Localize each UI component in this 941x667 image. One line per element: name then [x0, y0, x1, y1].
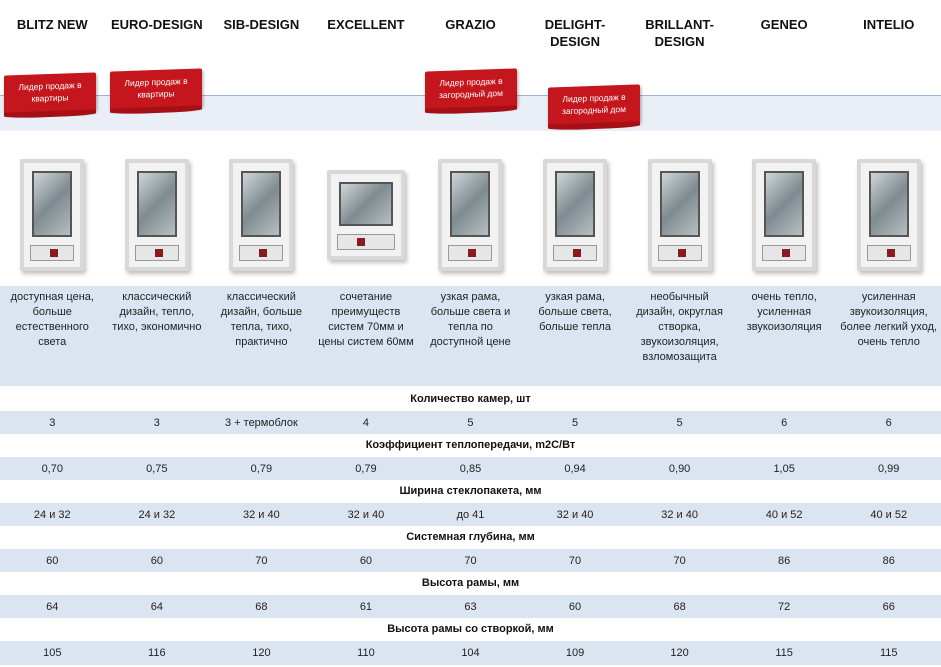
table-cell: 68: [255, 601, 268, 613]
table-cell: 32 и 40: [243, 509, 280, 521]
product-name: BRILLANT-DESIGN: [645, 17, 714, 49]
bestseller-badge: Лидер продаж в загородный дом: [548, 84, 640, 125]
table-cell: 61: [359, 601, 373, 613]
table-cell: 3: [49, 417, 56, 429]
table-cell: 72: [778, 601, 791, 613]
product-description: очень тепло, усиленная звукоизоляция: [746, 291, 822, 333]
table-cell: 32 и 40: [347, 509, 385, 521]
table-cell: 60: [568, 601, 582, 613]
description-row: [0, 286, 941, 386]
table-cell: 0,79: [250, 463, 273, 475]
table-cell: 5: [676, 417, 683, 429]
window-profile-image: [543, 159, 607, 271]
window-images-row: [0, 150, 941, 280]
table-cell: 6: [781, 417, 788, 429]
product-description: узкая рама, больше света и тепла по доступной цене: [430, 291, 511, 348]
window-profile-image: [438, 159, 502, 271]
table-cell: 32 и 40: [556, 509, 594, 521]
table-cell: 63: [464, 601, 477, 613]
product-name: EXCELLENT: [327, 17, 405, 32]
table-cell: 0,94: [564, 463, 586, 475]
table-cell: 70: [464, 555, 477, 567]
window-profile-image: [327, 170, 405, 260]
table-cell: 70: [255, 555, 268, 567]
section-heading-chambers: Количество камер, шт: [0, 388, 941, 411]
section-heading-frame-height: Высота рамы, мм: [0, 572, 941, 595]
table-cell: 64: [46, 601, 59, 613]
values-row-glass-width: [0, 503, 941, 527]
product-name: GENEO: [760, 17, 808, 32]
table-cell: 40 и 52: [765, 509, 803, 521]
table-cell: до 41: [456, 509, 485, 521]
product-name: EURO-DESIGN: [110, 17, 203, 32]
section-heading-frame-sash-height: Высота рамы со створкой, мм: [0, 618, 941, 641]
table-cell: 60: [46, 555, 59, 567]
values-row-frame-height: [0, 595, 941, 619]
product-name: GRAZIO: [445, 17, 496, 32]
product-description: необычный дизайн, округлая створка, звукоизоляция, взломозащита: [636, 291, 723, 363]
table-cell: 104: [461, 647, 480, 659]
table-cell: 6: [885, 417, 892, 429]
product-name: DELIGHT-DESIGN: [544, 17, 606, 49]
table-cell: 0,90: [668, 463, 691, 475]
table-cell: 86: [778, 555, 791, 567]
product-name: INTELIO: [863, 17, 915, 32]
window-profile-image: [857, 159, 921, 271]
table-cell: 116: [148, 647, 166, 659]
table-cell: 24 и 32: [33, 509, 71, 521]
table-cell: 40 и 52: [870, 509, 908, 521]
table-cell: 70: [673, 555, 686, 567]
table-cell: 1,05: [773, 463, 795, 475]
table-cell: 120: [252, 647, 271, 659]
window-profile-image: [648, 159, 712, 271]
table-cell: 70: [568, 555, 582, 567]
table-cell: 64: [150, 601, 163, 613]
values-row-heat-transfer: [0, 457, 941, 481]
table-cell: 0,75: [146, 463, 168, 475]
values-row-system-depth: [0, 549, 941, 573]
product-description: узкая рама, больше света, больше тепла: [538, 291, 612, 333]
table-cell: 86: [882, 555, 895, 567]
window-profile-image: [20, 159, 84, 271]
window-profile-image: [229, 159, 293, 271]
table-cell: 120: [670, 647, 689, 659]
table-cell: 105: [43, 647, 62, 659]
bestseller-badge: Лидер продаж в квартиры: [110, 68, 202, 109]
product-description: классический дизайн, больше тепла, тихо, практично: [220, 291, 303, 348]
bestseller-badge: Лидер продаж в квартиры: [4, 72, 96, 113]
table-cell: 32 и 40: [661, 509, 698, 521]
section-heading-heat-transfer: Коэффициент теплопередачи, m2C/Вт: [0, 434, 941, 457]
table-cell: 115: [775, 647, 793, 659]
product-description: усиленная звукоизоляция, более легкий уход, очень тепло: [840, 291, 938, 348]
product-name: BLITZ NEW: [16, 17, 88, 32]
section-heading-system-depth: Системная глубина, мм: [0, 526, 941, 549]
table-cell: 24 и 32: [138, 509, 176, 521]
product-description: доступная цена, больше естественного света: [10, 291, 94, 348]
table-cell: 0,70: [41, 463, 63, 475]
table-cell: 66: [882, 601, 895, 613]
table-cell: 68: [673, 601, 686, 613]
table-cell: 4: [362, 417, 369, 429]
values-row-chambers: [0, 411, 941, 435]
product-description: классический дизайн, тепло, тихо, экономично: [112, 291, 202, 333]
product-description: сочетание преимуществ систем 70мм и цены систем 60мм: [318, 291, 414, 348]
table-cell: 0,99: [878, 463, 900, 475]
table-cell: 0,79: [355, 463, 377, 475]
table-cell: 115: [879, 647, 898, 659]
product-names-row: [0, 0, 941, 60]
table-cell: 5: [571, 417, 579, 429]
table-cell: 5: [467, 417, 474, 429]
product-name: SIB-DESIGN: [223, 17, 300, 32]
table-cell: 3 + термоблок: [225, 417, 298, 429]
section-heading-glass-width: Ширина стеклопакета, мм: [0, 480, 941, 503]
bestseller-badge: Лидер продаж в загородный дом: [425, 68, 517, 109]
window-profile-image: [752, 159, 816, 271]
table-cell: 60: [150, 555, 163, 567]
table-cell: 3: [153, 417, 160, 429]
table-cell: 110: [357, 647, 375, 659]
table-cell: 0,85: [459, 463, 482, 475]
window-profile-image: [125, 159, 189, 271]
table-cell: 109: [565, 647, 585, 659]
table-cell: 60: [359, 555, 373, 567]
values-row-frame-sash-height: [0, 641, 941, 665]
